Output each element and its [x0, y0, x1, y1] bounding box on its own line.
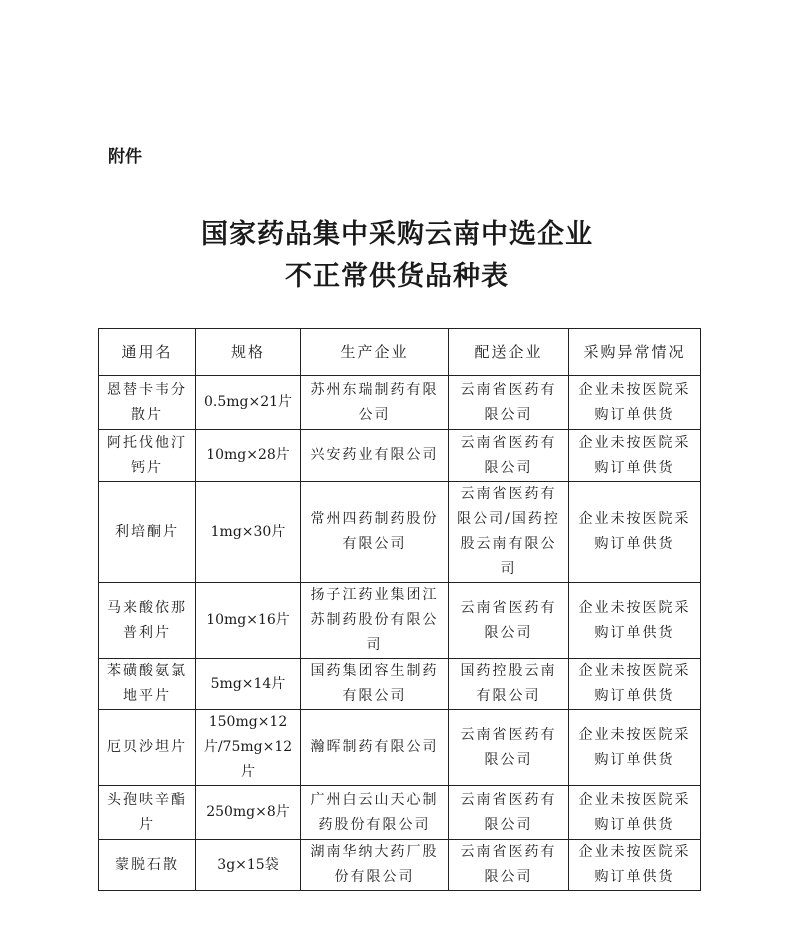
cell-manufacturer: 瀚晖制药有限公司 — [301, 710, 449, 786]
cell-generic-name: 阿托伐他汀钙片 — [99, 430, 196, 482]
cell-manufacturer: 苏州东瑞制药有限公司 — [301, 376, 449, 430]
attachment-label: 附件 — [108, 147, 142, 167]
supply-table — [98, 328, 701, 891]
table-row — [99, 659, 701, 710]
cell-generic-name: 恩替卡韦分散片 — [99, 376, 196, 430]
header-anomaly: 采购异常情况 — [569, 329, 701, 376]
document-title-line2: 不正常供货品种表 — [285, 261, 509, 292]
cell-spec: 5mg×14片 — [196, 659, 301, 710]
cell-generic-name: 利培酮片 — [99, 482, 196, 583]
cell-manufacturer: 国药集团容生制药有限公司 — [301, 659, 449, 710]
table-row — [99, 482, 701, 583]
cell-generic-name: 马来酸依那普利片 — [99, 583, 196, 659]
cell-spec: 10mg×28片 — [196, 430, 301, 482]
cell-anomaly: 企业未按医院采购订单供货 — [569, 376, 701, 430]
cell-manufacturer: 广州白云山天心制药股份有限公司 — [301, 786, 449, 840]
cell-spec: 150mg×12片/75mg×12片 — [196, 710, 301, 786]
table-row — [99, 840, 701, 891]
cell-distributor: 云南省医药有限公司 — [449, 710, 569, 786]
cell-anomaly: 企业未按医院采购订单供货 — [569, 840, 701, 891]
header-manufacturer: 生产企业 — [301, 329, 449, 376]
cell-anomaly: 企业未按医院采购订单供货 — [569, 659, 701, 710]
cell-manufacturer: 常州四药制药股份有限公司 — [301, 482, 449, 583]
cell-spec: 0.5mg×21片 — [196, 376, 301, 430]
cell-anomaly: 企业未按医院采购订单供货 — [569, 786, 701, 840]
cell-distributor: 国药控股云南有限公司 — [449, 659, 569, 710]
cell-anomaly: 企业未按医院采购订单供货 — [569, 710, 701, 786]
cell-manufacturer: 扬子江药业集团江苏制药股份有限公司 — [301, 583, 449, 659]
table-header-row — [99, 329, 701, 376]
cell-generic-name: 苯磺酸氨氯地平片 — [99, 659, 196, 710]
cell-spec: 3g×15袋 — [196, 840, 301, 891]
cell-manufacturer: 湖南华纳大药厂股份有限公司 — [301, 840, 449, 891]
cell-distributor: 云南省医药有限公司 — [449, 840, 569, 891]
header-generic-name: 通用名 — [99, 329, 196, 376]
cell-anomaly: 企业未按医院采购订单供货 — [569, 482, 701, 583]
cell-distributor: 云南省医药有限公司 — [449, 430, 569, 482]
cell-anomaly: 企业未按医院采购订单供货 — [569, 430, 701, 482]
table-row — [99, 786, 701, 840]
table-row — [99, 583, 701, 659]
cell-generic-name: 头孢呋辛酯片 — [99, 786, 196, 840]
table-row — [99, 710, 701, 786]
document-title-line1: 国家药品集中采购云南中选企业 — [201, 219, 593, 250]
cell-anomaly: 企业未按医院采购订单供货 — [569, 583, 701, 659]
table-row — [99, 430, 701, 482]
header-spec: 规格 — [196, 329, 301, 376]
cell-generic-name: 厄贝沙坦片 — [99, 710, 196, 786]
table-row — [99, 376, 701, 430]
cell-spec: 10mg×16片 — [196, 583, 301, 659]
cell-distributor: 云南省医药有限公司 — [449, 376, 569, 430]
header-distributor: 配送企业 — [449, 329, 569, 376]
cell-distributor: 云南省医药有限公司 — [449, 583, 569, 659]
cell-generic-name: 蒙脱石散 — [99, 840, 196, 891]
cell-distributor: 云南省医药有限公司/国药控股云南有限公司 — [449, 482, 569, 583]
cell-spec: 1mg×30片 — [196, 482, 301, 583]
cell-distributor: 云南省医药有限公司 — [449, 786, 569, 840]
cell-manufacturer: 兴安药业有限公司 — [301, 430, 449, 482]
cell-spec: 250mg×8片 — [196, 786, 301, 840]
